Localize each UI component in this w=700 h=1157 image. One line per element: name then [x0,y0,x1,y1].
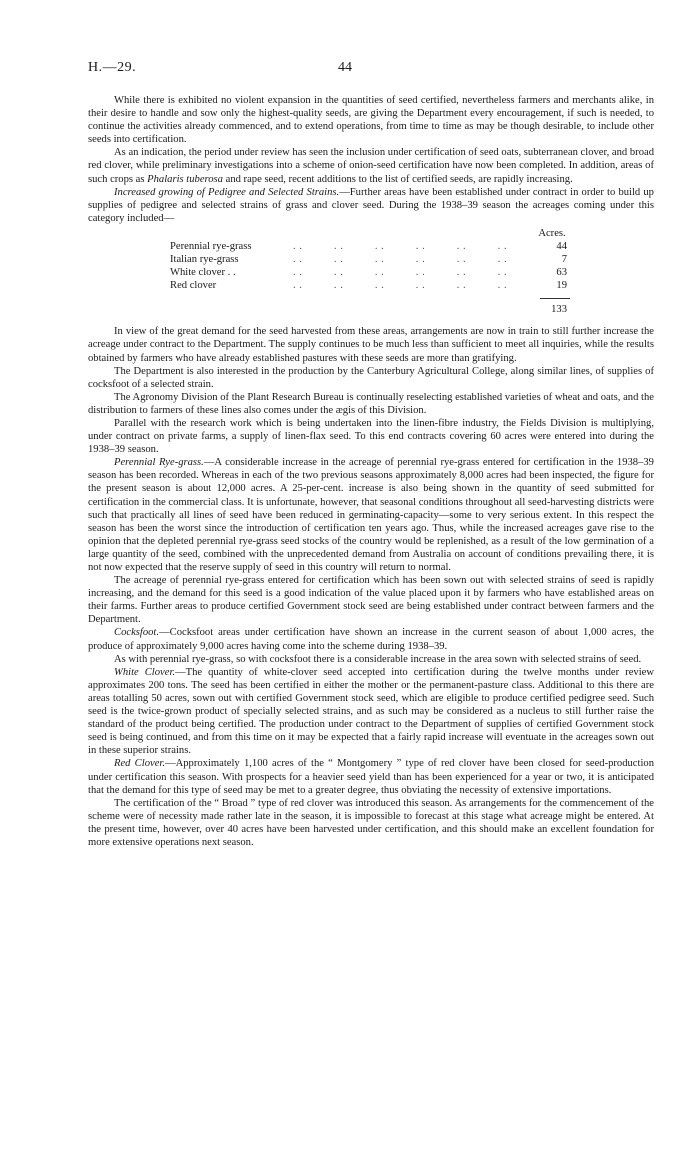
paragraph: In view of the great demand for the seed harvested from these areas, arrangements are now in train to still further increase the acreage under contract to the Department. The supply continues to be much less than sufficient to meet all inquiries, while the results obtained by farmers who have already established pastures with these seeds are more than gratifying. [88,326,654,364]
paragraph: White Clover.—The quantity of white-clover seed accepted into certification during the twelve months under review approximates 200 tons. The seed has been certified in either the mother or the permanent-pasture class. Additional to this there are areas totalling 50 acres, sown out with certified Government stock seed, which are eligible to produce certified pedigree seed. Such seed is the twice-grown product of specially selected strains, and as such may be considered as a nucleus to still further raise the standard of the product being certified. The production under contract to the Department of supplies of certified Government stock seed is being continued, and from this time on it may be expected that a fairly rapid increase will eventuate in the acreages sown out in these superior strains. [88,666,654,757]
leader-dots: . . . . . . . . . . . . [293,280,508,292]
acreage-table [88,227,654,321]
paragraph: The acreage of perennial rye-grass entered for certification which has been sown out with selected strains of seed is rapidly increasing, and the demand for this seed is a good indication of the value placed upon it by farmers who have established areas on their farms. Further areas to produce certified Government stock seed are being established under contract between farmers and the Department. [88,575,654,626]
acreage-row [88,279,654,292]
leader-dots: . . . . . . . . . . . . [293,267,508,279]
paragraph: The certification of the “ Broad ” type of red clover was introduced this season. As arrangements for the commencement of the scheme were of necessity made rather late in the season, it is impossible to forecast at this stage what acreage might be entered. At the present time, however, over 40 acres have been harvested under certification, and this should make an excellent foundation for more extensive operations next season. [88,797,654,848]
paragraph: The Agronomy Division of the Plant Research Bureau is continually reselecting established varieties of wheat and oats, and the distribution to farmers of these lines also comes under the ægis of this Division. [88,391,654,416]
acreage-row [88,240,654,253]
paragraph: As an indication, the period under review has seen the inclusion under certification of seed oats, subterranean clover, and broad red clover, while preliminary investigations into a scheme of onion-seed certification have now been completed. In addition, areas of such crops as Phalaris tuberosa and rape seed, recent additions to the list of certified seeds, are rapidly increasing. [88,147,654,185]
paragraph: Perennial Rye-grass.—A considerable increase in the acreage of perennial rye-grass entered for certification in the 1938–39 season has been recorded. Whereas in each of the two previous seasons approximately 8,000 acres had been inspected, the figure for the present season is about 12,000 acres. A 25-per-cent. increase is also being shown in the quantity of seed submitted for certification in the commercial class. It is unfortunate, however, that seasonal conditions throughout all seed-harvesting districts were such that practically all lines of seed have been reduced in germinating-capacity—some to very serious extent. In this respect the season has been the worst since the introduction of certification ten years ago. Thus, while the increased acreages gave rise to the opinion that the depleted perennial rye-grass seed stocks of the country would be replenished, as a result of the low germination of a large quantity of the seed, combined with the unprecedented demand from Australia on account of conditions prevailing there, it is not now expected that the reserve supply of seed in this country will return to normal. [88,457,654,573]
paragraph: Parallel with the research work which is being undertaken into the linen-fibre industry, the Fields Division is multiplying, under contract on private farms, a supply of linen-flax seed. To this end contracts covering 60 acres were entered into during the 1938–39 season. [88,417,654,456]
leader-dots: . . . . . . . . . . . . [293,240,508,252]
paragraph: Increased growing of Pedigree and Selected Strains.—Further areas have been established under contract in order to build up supplies of pedigree and selected strains of grass and clover seed. During the 1938–39 season the acreages coming under this category included— [88,186,654,224]
paragraph: While there is exhibited no violent expansion in the quantities of seed certified, nevertheless farmers and merchants alike, in their desire to handle and sow only the highest-quality seeds, are giving the Department every encouragement, if such is needed, to continue the activities already commenced, and to extend operations, from time to time as may be though desirable, to include other seeds into certification. [88,95,654,146]
paragraph: As with perennial rye-grass, so with cocksfoot there is a considerable increase in the area sown with selected strains of seed. [114,653,642,665]
document-reference: H.—29. [88,60,137,75]
section-heading: Red Clover. [114,758,165,770]
crop-name: White clover . . [170,267,236,279]
body-text [88,94,654,849]
crop-name: Italian rye-grass [170,254,239,266]
acres-value: 19 [556,280,567,292]
acres-value: 44 [556,240,567,252]
section-heading: White Clover. [114,666,176,678]
crop-name: Perennial rye-grass [170,240,252,252]
total-rule [540,298,570,299]
species-name: Phalaris tuberosa [147,173,223,185]
leader-dots: . . . . . . . . . . . . [293,254,508,266]
section-heading: Cocksfoot. [114,627,160,639]
page-number: 44 [338,60,352,75]
acreage-row [88,266,654,279]
acres-value: 7 [561,254,567,266]
acres-total: 133 [551,304,567,316]
acreage-row [88,253,654,266]
paragraph: The Department is also interested in the production by the Canterbury Agricultural College, along similar lines, of supplies of cocksfoot of a selected strain. [88,365,654,390]
section-heading: Increased growing of Pedigree and Selected Strains. [114,186,340,198]
section-heading: Perennial Rye-grass. [114,457,204,469]
acres-value: 63 [556,267,567,279]
acres-column-header: Acres. [538,227,566,239]
paragraph: Cocksfoot.—Cocksfoot areas under certification have shown an increase in the current season of about 1,000 acres, the produce of approximately 9,000 acres having come into the scheme during 1938–39. [88,627,654,652]
crop-name: Red clover [170,280,217,292]
page-header [0,60,700,80]
acreage-total-row [88,303,654,321]
acreage-table-header [88,227,654,240]
paragraph: Red Clover.—Approximately 1,100 acres of the “ Montgomery ” type of red clover have been closed for seed-production under certification this season. With prospects for a heavier seed yield than has been experienced for a year or two, it is anticipated that the demand for this type of seed may be met to a greater degree, thus obviating the necessity of extensive importations. [88,758,654,796]
